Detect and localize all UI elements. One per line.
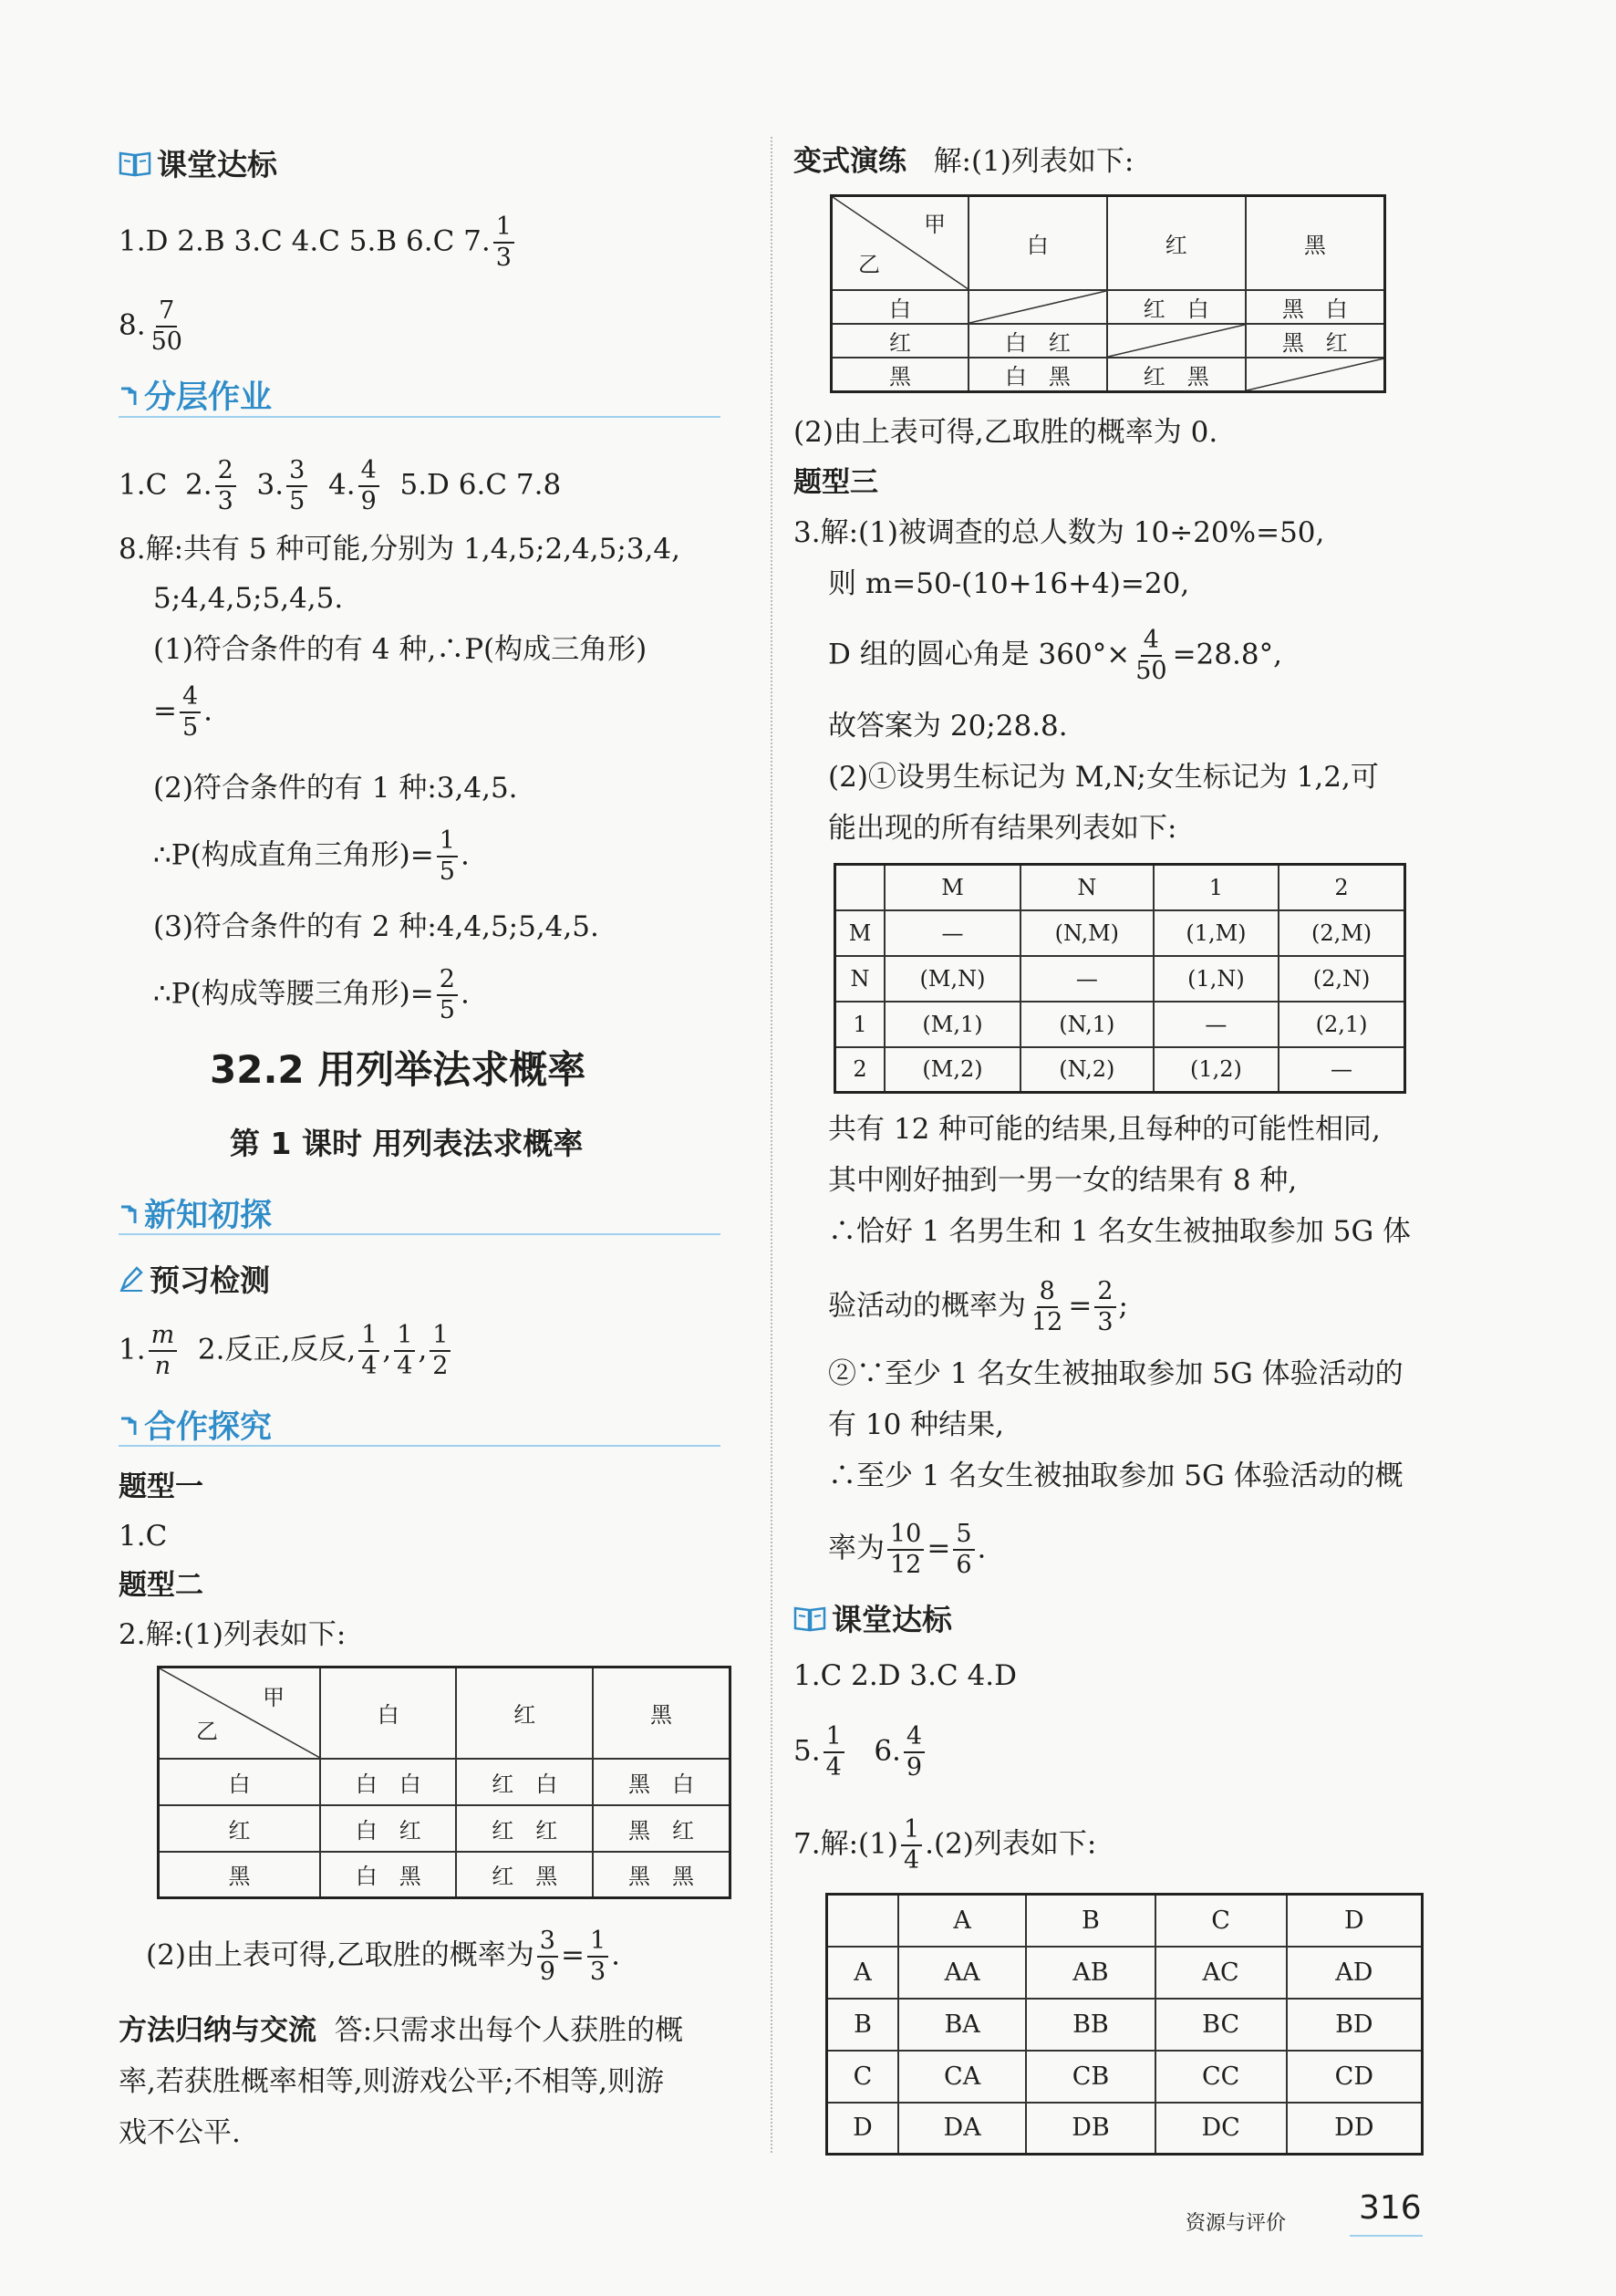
- lesson-subtitle: 第 1 课时 用列表法求概率: [230, 1126, 584, 1161]
- table-header: 白: [320, 1667, 456, 1759]
- corner-cell: 甲 乙: [159, 1667, 321, 1759]
- text-line: D 组的圆心角是 360°× $\frac{4}{50}$ =28.8°,: [828, 626, 1282, 685]
- section-title: 课堂达标: [832, 1602, 952, 1637]
- table-row: 黑 白 黑 红 黑 黑 黑: [159, 1852, 730, 1898]
- text-line: (2)由上表可得,乙取胜的概率为 0.: [793, 416, 1218, 449]
- fenceng-answers: 1.C 2. $\frac{2}{3}$ 3. $\frac{3}{5}$ 4. $\frac{4}{9}$ 5.D 6.C 7.8: [119, 456, 562, 515]
- slash-cell: [1107, 324, 1246, 358]
- table-row: M — (N,M) (1,M) (2,M): [835, 910, 1405, 956]
- text-line: 1.C 2.D 3.C 4.D: [793, 1659, 1018, 1692]
- table-row: B BA BB BC BD: [827, 1999, 1423, 2051]
- text-line: ∴恰好 1 名男生和 1 名女生被抽取参加 5G 体: [828, 1215, 1412, 1248]
- table-row: 红 白 红 红 红 黑 红: [159, 1805, 730, 1852]
- text-line: 能出现的所有结果列表如下:: [828, 812, 1177, 845]
- corner-cell: 甲 乙: [832, 196, 969, 290]
- table-row: A B C D: [827, 1895, 1423, 1947]
- section-xinzhi: 新知初探: [119, 1190, 272, 1236]
- table-row: 白 红 白 黑 白: [832, 290, 1385, 324]
- text-line: 则 m=50-(10+16+4)=20,: [828, 567, 1190, 600]
- book-icon: [119, 149, 151, 184]
- table-header: 黑: [1246, 196, 1385, 290]
- page-number-underline: [1350, 2235, 1423, 2237]
- table-row: 2 (M,2) (N,2) (1,2) —: [835, 1047, 1405, 1093]
- text-line: ∴至少 1 名女生被抽取参加 5G 体验活动的概: [828, 1460, 1404, 1492]
- table-row: 1 (M,1) (N,1) — (2,1): [835, 1002, 1405, 1047]
- text-line: 2.解:(1)列表如下:: [119, 1618, 347, 1651]
- table-row: M N 1 2: [835, 865, 1405, 910]
- text-line: 方法归纳与交流 答:只需求出每个人获胜的概: [119, 2014, 684, 2047]
- table-outcomes-3: [834, 863, 1406, 1094]
- fraction: $\frac{1}{3}$: [493, 213, 514, 273]
- section-underline: [119, 416, 720, 418]
- question-type: 题型二: [119, 1569, 203, 1602]
- table-row: A AA AB AC AD: [827, 1947, 1423, 1999]
- bookmark-icon: [119, 1199, 139, 1235]
- text-line: (1)符合条件的有 4 种,∴P(构成三角形): [153, 633, 647, 666]
- table-row: 红 白 红 黑 红: [832, 324, 1385, 358]
- table-row: C CA CB CC CD: [827, 2051, 1423, 2103]
- text-line: 故答案为 20;28.8.: [828, 710, 1068, 743]
- column-divider: [771, 137, 772, 2153]
- section-ketang-2: [793, 1596, 952, 1639]
- text-line: (2)符合条件的有 1 种:3,4,5.: [153, 772, 518, 805]
- text-line: 变式演练 解:(1)列表如下:: [793, 145, 1134, 178]
- table-outcomes-1: [157, 1666, 731, 1899]
- question-type: 题型一: [119, 1470, 203, 1503]
- table-header: 白: [969, 196, 1107, 290]
- page-number: 316: [1359, 2189, 1422, 2227]
- section-ketang: [119, 141, 277, 184]
- text-line: 率为 $\frac{10}{12}$ = $\frac{5}{6}$ .: [828, 1520, 987, 1579]
- text-line: 戏不公平.: [119, 2116, 241, 2149]
- text-line: 5. $\frac{1}{4}$ 6. $\frac{4}{9}$: [793, 1722, 927, 1782]
- bookmark-icon: [119, 1410, 139, 1447]
- text-line: 其中刚好抽到一男一女的结果有 8 种,: [828, 1164, 1298, 1197]
- section-underline: [119, 1233, 720, 1235]
- table-row: D DA DB DC DD: [827, 2103, 1423, 2155]
- pencil-icon: [119, 1264, 144, 1300]
- section-title: 课堂达标: [157, 147, 277, 182]
- text-line: ∴P(构成等腰三角形)= $\frac{2}{5}$ .: [153, 965, 470, 1024]
- text-line: 3.解:(1)被调查的总人数为 10÷20%=50,: [793, 516, 1325, 549]
- bookmark-icon: [119, 380, 139, 417]
- section-yuxi: 预习检测: [119, 1257, 270, 1300]
- text-line: 1.C: [119, 1520, 168, 1553]
- text-line: 8.解:共有 5 种可能,分别为 1,4,5;2,4,5;3,4,: [119, 533, 680, 566]
- slash-cell: [1246, 358, 1385, 392]
- section-underline: [119, 1445, 720, 1447]
- table-header: 黑: [593, 1667, 730, 1759]
- table-outcomes-2: [830, 194, 1386, 393]
- ketang-answers: 1.D 2.B 3.C 4.C 5.B 6.C 7. $\frac{1}{3}$: [119, 213, 517, 273]
- table-row: N (M,N) — (1,N) (2,N): [835, 956, 1405, 1002]
- text-line: ②∵至少 1 名女生被抽取参加 5G 体验活动的: [828, 1357, 1404, 1390]
- yuxi-answers: 1. $\frac{m}{n}$ 2.反正,反反, $\frac{1}{4}$ , $\frac{1}{4}$ , $\frac{1}{2}$: [119, 1321, 453, 1381]
- text-line: 有 10 种结果,: [828, 1408, 1005, 1441]
- text-line: (3)符合条件的有 2 种:4,4,5;5,4,5.: [153, 910, 599, 943]
- text-line: = $\frac{4}{5}$ .: [153, 682, 213, 742]
- table-row: 白 白 白 红 白 黑 白: [159, 1759, 730, 1805]
- section-fenceng: 分层作业: [119, 372, 272, 418]
- table-header: 红: [456, 1667, 592, 1759]
- section-hezuo: 合作探究: [119, 1402, 272, 1448]
- table-row: 黑 白 黑 红 黑: [832, 358, 1385, 392]
- text-line: 5;4,4,5;5,4,5.: [153, 582, 344, 615]
- text-line: 率,若获胜概率相等,则游戏公平;不相等,则游: [119, 2065, 665, 2098]
- text-line: ∴P(构成直角三角形)= $\frac{1}{5}$ .: [153, 826, 470, 886]
- table-outcomes-4: [825, 1893, 1424, 2156]
- lesson-title: 32.2 用列举法求概率: [210, 1047, 586, 1092]
- table-header: 红: [1107, 196, 1246, 290]
- text-line: (2)①设男生标记为 M,N;女生标记为 1,2,可: [828, 761, 1379, 794]
- slash-cell: [969, 290, 1107, 324]
- book-icon: [793, 1604, 826, 1639]
- footer-label: 资源与评价: [1186, 2212, 1287, 2235]
- text-line: 共有 12 种可能的结果,且每种的可能性相同,: [828, 1113, 1381, 1146]
- text-line: 7.解:(1) $\frac{1}{4}$ .(2)列表如下:: [793, 1815, 1097, 1875]
- question-type: 题型三: [793, 466, 878, 499]
- text-line: 验活动的概率为 $\frac{8}{12}$ = $\frac{2}{3}$ ;: [828, 1277, 1128, 1336]
- text-line: (2)由上表可得,乙取胜的概率为 $\frac{3}{9}$ = $\frac{1}{3}$ .: [146, 1927, 620, 1986]
- ketang-q8: 8. $\frac{7}{50}$: [119, 296, 188, 357]
- fraction: $\frac{7}{50}$: [150, 296, 182, 356]
